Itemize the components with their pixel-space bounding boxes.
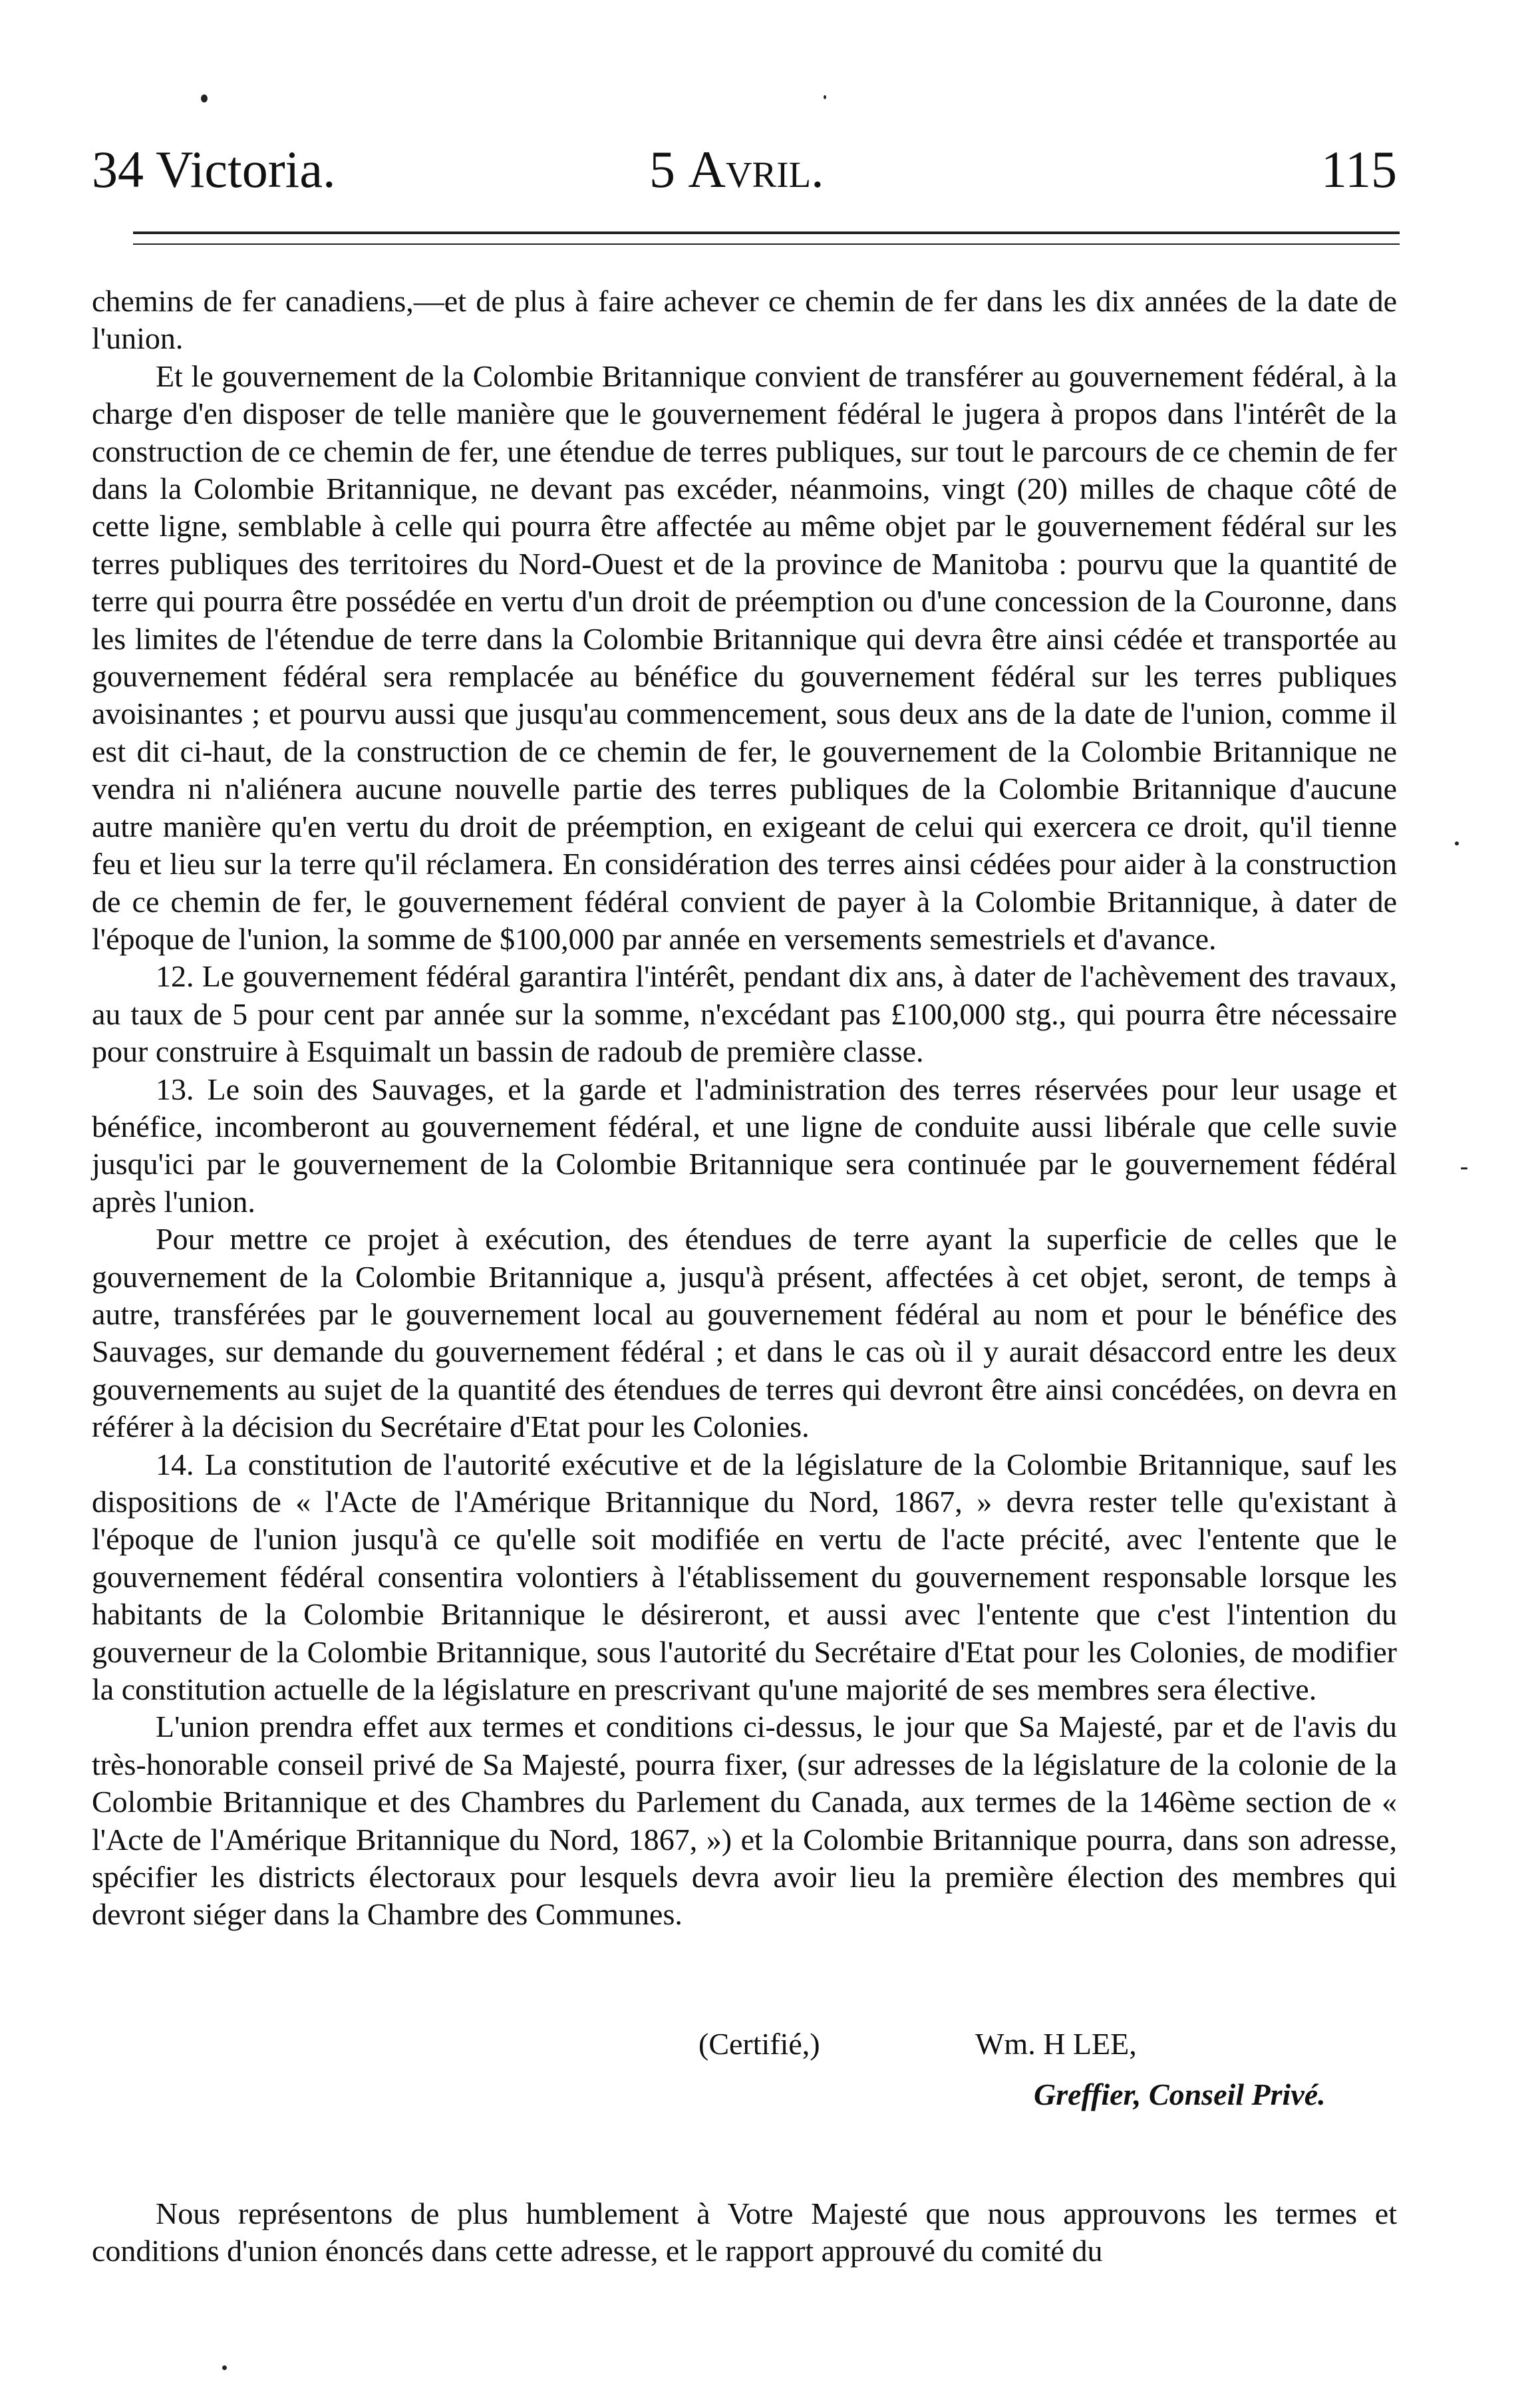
paragraph-closing: Nous représentons de plus humblement à Votre Majesté que nous approuvons les termes et conditions d'union énoncés dans cette adresse, et le rapport approuvé du comité du: [92, 2196, 1397, 2268]
certified-label: (Certifié,): [698, 2027, 820, 2061]
signatory-name: Wm. H LEE,: [975, 2027, 1137, 2061]
paragraph-union-effect: L'union prendra effet aux termes et conditions ci-dessus, le jour que Sa Majesté, par et de l'avis du très-honorable conseil privé de Sa Majesté, pourra fixer, (sur adresses de la législature de la colonie de la Colombie Britannique et des Chambres du Parlement du Canada, aux termes de la 146ème section de « l'Acte de l'Amérique Britannique du Nord, 1867, ») et la Colombie Britannique pourra, dans son adresse, spécifier les districts électoraux pour lesquels devra avoir lieu la première élection des membres qui devront siéger dans la Chambre des Communes.: [92, 1710, 1397, 1932]
running-header: [92, 140, 1397, 213]
header-month: Avril.: [688, 140, 824, 198]
header-regnal-year: 34 Victoria.: [92, 140, 336, 198]
header-day: 5: [649, 140, 675, 198]
header-rule-thick: [133, 231, 1400, 234]
header-rule-thin: [133, 243, 1400, 245]
print-speck: [1455, 841, 1459, 845]
print-speck: [824, 95, 826, 99]
paragraph-article-12: 12. Le gouvernement fédéral garantira l'intérêt, pendant dix ans, à dater de l'achèvement des travaux, au taux de 5 pour cent par année sur la somme, n'excédant pas £100,000 stg., qui pourra être nécessaire pour construire à Esquimalt un bassin de radoub de première classe.: [92, 959, 1397, 1069]
paragraph-land-transfer: Et le gouvernement de la Colombie Britannique convient de transférer au gouvernement fédéral, à la charge d'en disposer de telle manière que le gouvernement fédéral le jugera à propos dans l'intérêt de la construction de ce chemin de fer, une étendue de terres publiques, sur tout le parcours de ce chemin de fer dans la Colombie Britannique, ne devant pas excéder, néanmoins, vingt (20) milles de chaque côté de cette ligne, semblable à celle qui pourra être affectée au même objet par le gouvernement fédéral sur les terres publiques des territoires du Nord-Ouest et de la province de Manitoba : pourvu que la quantité de terre qui pourra être possédée en vertu d'un droit de préemption ou d'une concession de la Couronne, dans les limites de l'étendue de terre dans la Colombie Britannique qui devra être ainsi cédée et transportée au gouvernement fédéral sera remplacée au bénéfice du gouvernement fédéral sur les terres publiques avoisinantes ; et pourvu aussi que jusqu'au commencement, sous deux ans de la date de l'union, comme il est dit ci-haut, de la construction de ce chemin de fer, le gouvernement de la Colombie Britannique ne vendra ni n'aliénera aucune nouvelle partie des terres publiques de la Colombie Britannique d'aucune autre manière qu'en vertu du droit de préemption, en exigeant de celui qui exercera ce droit, qu'il tienne feu et lieu sur la terre qu'il réclamera. En considération des terres ainsi cédées pour aider à la construction de ce chemin de fer, le gouvernement fédéral convient de payer à la Colombie Britannique, à dater de l'époque de l'union, la somme de $100,000 par année en versements semestriels et d'avance.: [92, 359, 1397, 956]
page-number: 115: [1320, 140, 1397, 198]
closing-text: [92, 2195, 1397, 2270]
paragraph-indian-lands: Pour mettre ce projet à exécution, des étendues de terre ayant la superficie de celles que le gouvernement de la Colombie Britannique a, jusqu'à présent, affectées à cet objet, seront, de temps à autre, transférées par le gouvernement local au gouvernement fédéral au nom et pour le bénéfice des Sauvages, sur demande du gouvernement fédéral ; et dans le cas où il y aurait désaccord entre les deux gouvernements au sujet de la quantité des étendues de terres qui devront être ainsi concédées, on devra en référer à la décision du Secrétaire d'Etat pour les Colonies.: [92, 1222, 1397, 1444]
signature-block: [92, 2026, 1397, 2133]
print-speck: [222, 2365, 227, 2370]
signatory-title: Greffier, Conseil Privé.: [1034, 2077, 1326, 2111]
print-speck: [201, 94, 208, 102]
print-speck: [1461, 1167, 1467, 1169]
paragraph-article-14: 14. La constitution de l'autorité exécutive et de la législature de la Colombie Britannique, sauf les dispositions de « l'Acte de l'Amérique Britannique du Nord, 1867, » devra rester telle qu'existant à l'époque de l'union jusqu'à ce qu'elle soit modifiée en vertu de l'acte précité, avec l'entente que le gouvernement fédéral consentira volontiers à l'établissement du gouvernement responsable lorsque les habitants de la Colombie Britannique le désireront, et aussi avec l'entente que c'est l'intention du gouverneur de la Colombie Britannique, sous l'autorité du Secrétaire d'Etat pour les Colonies, de modifier la constitution actuelle de la législature en prescrivant qu'une majorité de ses membres sera élective.: [92, 1447, 1397, 1707]
paragraph-railway-continued: chemins de fer canadiens,—et de plus à faire achever ce chemin de fer dans les dix années de la date de l'union.: [92, 284, 1397, 356]
paragraph-article-13: 13. Le soin des Sauvages, et la garde et l'administration des terres réservées pour leur usage et bénéfice, incomberont au gouvernement fédéral, et une ligne de conduite aussi libérale que celle suvie jusqu'ici par le gouvernement de la Colombie Britannique sera continuée par le gouvernement fédéral après l'union.: [92, 1072, 1397, 1219]
body-text: [92, 283, 1397, 1934]
header-date: [649, 140, 824, 200]
